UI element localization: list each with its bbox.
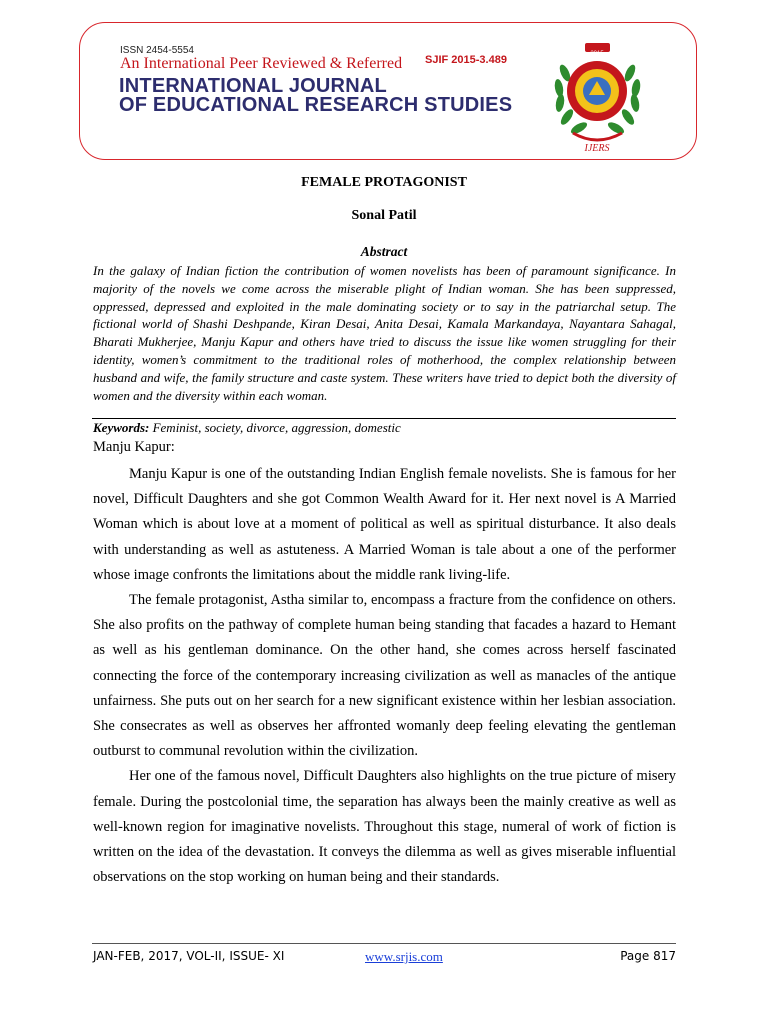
keywords-list: Feminist, society, divorce, aggression, domestic (149, 420, 401, 435)
body-paragraph: Manju Kapur is one of the outstanding Indian English female novelists. She is famous for her novel, Difficult Daughters and she got Common Wealth Award for it. Her next novel is A Married Woman which is about love at a moment of political as well as spiritual disturbance. It also deals with understanding as well as astuteness. A Married Woman is tale about a one of the performer whose image confronts the limitations about the middle rank living-life. (93, 466, 676, 583)
issn-label: ISSN 2454-5554 (120, 45, 194, 56)
abstract-text: In the galaxy of Indian fiction the contribution of women novelists has been of paramount significance. In majority of the novels we come across the miserable plight of Indian woman. She has been suppressed, oppressed, depressed and exploited in the male dominating society or to say in the patriarchal setup. The fictional world of Shashi Deshpande, Kiran Desai, Anita Desai, Kamala Markandaya, Nayantara Sahagal, Bharati Mukherjee, Manju Kapur and others have tried to discuss the issue like women struggling for their identity, women’s commitment to the traditional roles of motherhood, the complex relationship between husband and wife, the family structure and caste system. These writers have tried to depict both the diversity of women and the diversity within each woman. (93, 263, 676, 403)
footer-divider (92, 943, 676, 944)
journal-title-line1: INTERNATIONAL JOURNAL (119, 75, 387, 97)
peer-reviewed-label: An International Peer Reviewed & Referred (120, 55, 403, 72)
journal-title-line2: OF EDUCATIONAL RESEARCH STUDIES (119, 94, 513, 116)
logo-year: 2015 (590, 51, 604, 57)
article-title: FEMALE PROTAGONIST (301, 175, 467, 190)
footer-page-number: Page 817 (620, 949, 676, 963)
body-paragraph: The female protagonist, Astha similar to, encompass a fracture from the confidence on others. She also profits on the pathway of complete human being standing that facades a hazard to Hemant as well as his gentleman dominance. On the other hand, she comes across herself fascinated connecting the force of the contemporary increasing civilization as well as manacles of the antique unfairness. She puts out on her search for a new significant existence within her lesbian association. She consecrates as well as observes her affronted womanly deep feeling elevating the gentleman outburst to communal revolution within the civilization. (93, 592, 676, 760)
body-paragraph: Her one of the famous novel, Difficult Daughters also highlights on the true picture of misery female. During the postcolonial time, the separation has always been the mainly creative as well as well-known region for imaginative novelists. Throughout this stage, numeral of work of fiction is written on the idea of the devastation. It conveys the dilemma as well as gives miserable influential observations on the stop working on human being and their standards. (93, 768, 676, 886)
keywords-label: Keywords: (93, 420, 150, 435)
section-heading: Manju Kapur: (93, 439, 175, 455)
keywords-line (93, 420, 401, 436)
ijers-logo (545, 33, 650, 155)
footer-issue: JAN-FEB, 2017, VOL-II, ISSUE- XI (93, 949, 285, 963)
footer-website-link[interactable]: www.srjis.com (365, 949, 443, 964)
abstract-heading: Abstract (360, 244, 408, 259)
article-author: Sonal Patil (351, 208, 417, 223)
logo-text: IJERS (584, 143, 610, 154)
sjif-label: SJIF 2015-3.489 (425, 54, 507, 66)
abstract-divider (92, 418, 676, 419)
journal-header (79, 22, 697, 160)
article-body (93, 462, 676, 890)
